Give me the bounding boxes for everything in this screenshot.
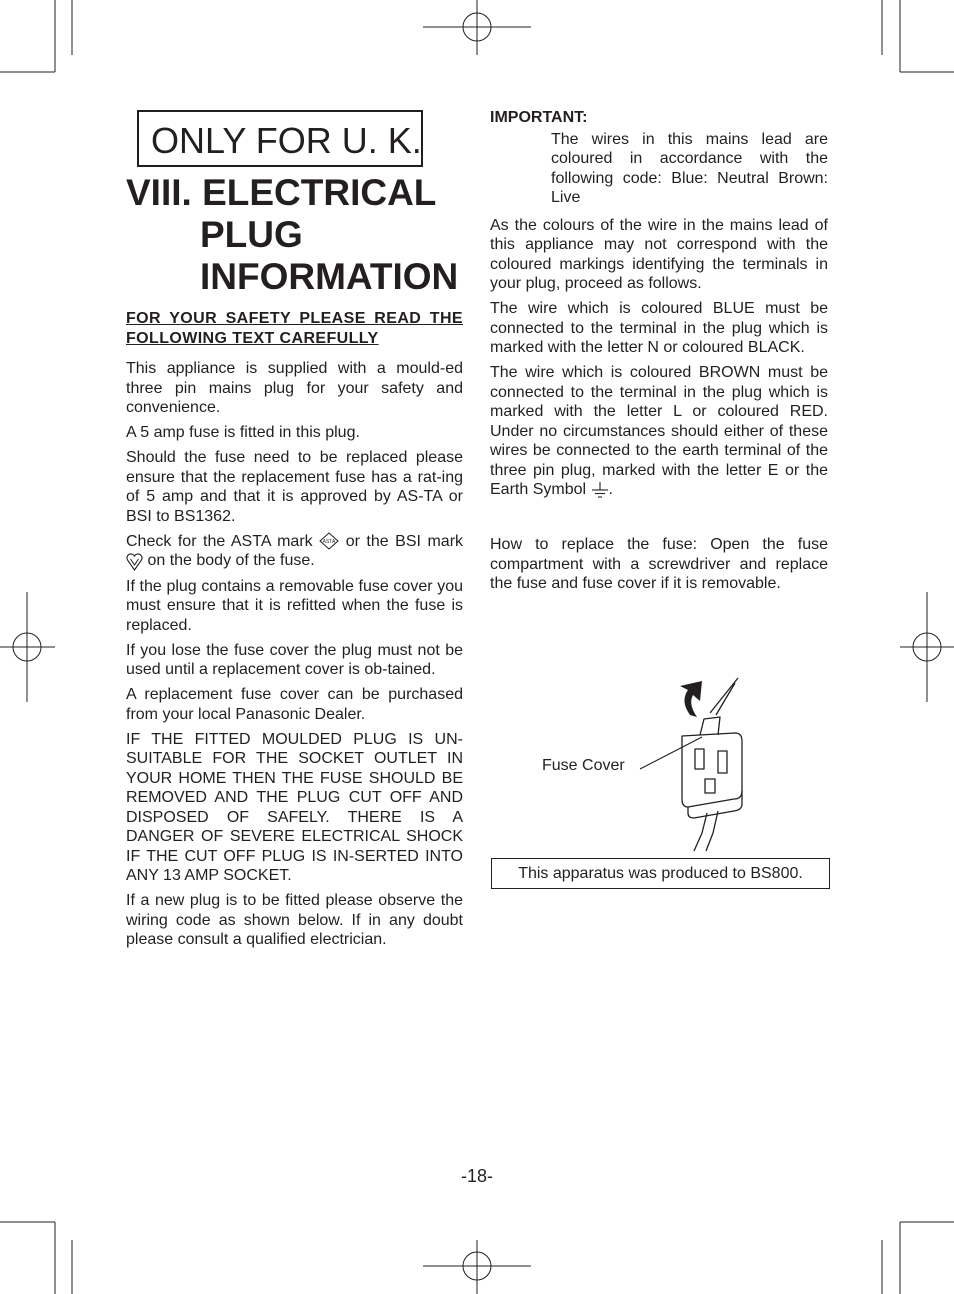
bs800-note: This apparatus was produced to BS800. [491,858,830,889]
uk-only-badge: ONLY FOR U. K. [137,110,423,167]
bsi-kitemark-icon [126,551,143,571]
left-column [126,309,463,955]
right-column [490,108,828,599]
fuse-cover-label: Fuse Cover [542,757,625,774]
safety-heading: FOR YOUR SAFETY PLEASE READ THE FOLLOWING TEXT CAREFULLY [126,310,463,347]
important-label: IMPORTANT: [490,109,588,126]
paragraph: A 5 amp fuse is fitted in this plug. [126,424,360,441]
paragraph: Should the fuse need to be replaced please ensure that the replacement fuse has a rat-ing of 5 amp and that it is approved by AS-TA or BSI to BS1362. [126,449,463,525]
paragraph: As the colours of the wire in the mains lead of this appliance may not correspond with the coloured markings identifying the terminals in your plug, proceed as follows. [490,216,828,292]
paragraph-earth: The wire which is coloured BROWN must be connected to the terminal in the plug which is marked with the letter L or coloured RED. Under no circumstances should either of these wires be connected to the earth terminal of the three pin plug, marked with the letter E or the Earth Symbol . [490,364,828,498]
title-line-3: INFORMATION [200,256,459,297]
asta-mark-icon [319,532,339,550]
title-line-2: PLUG [200,214,303,255]
paragraph: A replacement fuse cover can be purchased from your local Panasonic Dealer. [126,686,463,723]
earth-symbol-icon [591,481,609,499]
warning-paragraph: IF THE FITTED MOULDED PLUG IS UN-SUITABLE FOR THE SOCKET OUTLET IN YOUR HOME THEN THE FUSE SHOULD BE REMOVED AND THE PLUG CUT OFF AND DISPOSED OF SAFELY. THERE IS A DANGER OF SEVERE ELECTRICAL SHOCK IF THE CUT OFF PLUG IS IN-SERTED INTO ANY 13 AMP SOCKET. [126,730,463,884]
paragraph-marks: Check for the ASTA mark ASTA or the BSI mark on the body of the fuse. [126,532,464,570]
title-line-1: VIII. ELECTRICAL [126,172,437,213]
section-title [126,172,458,298]
paragraph: If you lose the fuse cover the plug must not be used until a replacement cover is ob-tained. [126,641,463,678]
paragraph: The wire which is coloured BLUE must be connected to the terminal in the plug which is marked with the letter N or coloured BLACK. [490,300,828,356]
svg-text:ASTA: ASTA [322,539,336,546]
paragraph: This appliance is supplied with a mould-ed three pin mains plug for your safety and convenience. [126,360,463,416]
page-number: -18- [460,1166,493,1186]
paragraph: If the plug contains a removable fuse cover you must ensure that it is refitted when the fuse is replaced. [126,577,463,634]
important-body: The wires in this mains lead are coloured in accordance with the following code: Blue: Neutral Brown: Live [551,130,828,206]
spacer [490,505,828,535]
paragraph: How to replace the fuse: Open the fuse compartment with a screwdriver and replace the fuse and fuse cover if it is removable. [490,536,828,592]
paragraph: If a new plug is to be fitted please observe the wiring code as shown below. If in any doubt please consult a qualified electrician. [126,892,463,948]
